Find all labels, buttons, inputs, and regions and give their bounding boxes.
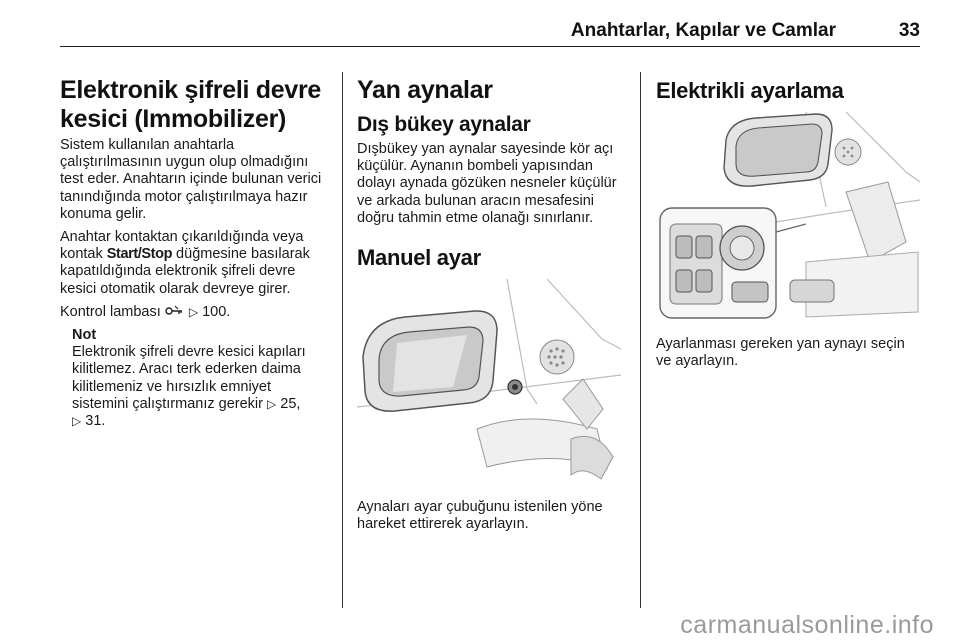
page-ref-icon: ▷: [188, 304, 199, 319]
section-heading-side-mirrors: Yan aynalar: [357, 76, 493, 104]
control-lamp-reference: Kontrol lambası ▷ 100.: [60, 303, 231, 320]
column-electric-adjust: [656, 76, 922, 370]
page-ref-icon: ▷: [72, 414, 82, 429]
page-number: 33: [898, 20, 920, 41]
watermark: carmanualsonline.info: [680, 611, 934, 639]
electric-adjust-caption: Ayarlanması gereken yan aynayı seçin ve ayarlayın.: [656, 336, 905, 370]
immobilizer-lamp-icon: [165, 305, 185, 317]
section-heading-electric-adjust: Elektrikli ayarlama: [656, 78, 844, 103]
column-immobilizer: [60, 76, 328, 430]
subheading-manual-adjust: Manuel ayar: [357, 245, 481, 271]
column-divider: [342, 72, 343, 608]
note-title: Not: [72, 327, 97, 344]
note-box: [60, 327, 328, 430]
note-text: Elektronik şifreli devre kesici kapıları kilitlemez. Aracı terk ederken daima kilitlemeniz ve hırsızlık emniyet sistemini çalıştırmanız gerekir ▷ 25, ▷ 31.: [72, 344, 306, 430]
manual-adjust-caption: Aynaları ayar çubuğunu istenilen yöne hareket ettirerek ayarlayın.: [357, 499, 603, 533]
section-heading-immobilizer: Elektronik şifreli devre kesici (Immobilizer): [60, 76, 321, 133]
page-ref-icon: ▷: [267, 396, 277, 411]
column-divider: [640, 72, 641, 608]
immobilizer-paragraph-2: Anahtar kontaktan çıkarıldığında veya kontak Start/Stop düğmesine basılarak kapatıldığında elektronik şifreli devre kesici otomatik olarak devreye girer.: [60, 229, 310, 297]
convex-mirrors-text: Dışbükey yan aynalar sayesinde kör açı küçülür. Aynanın bombeli yapısından dolayı aynada gözüken nesneler küçülür ve arkada bulunan aracın mesafesini doğru tahmin etme olanağı sınırlanır.: [357, 141, 617, 226]
manual-mirror-illustration: [357, 279, 621, 489]
start-stop-label: Start/Stop: [106, 246, 173, 263]
page-header: [60, 12, 920, 47]
immobilizer-paragraph-1: Sistem kullanılan anahtarla çalıştırılmasının uygun olup olmadığını test eder. Anahtarın içinde bulunan verici tanındığında motor çalıştırılmaya hazır konuma gelir.: [60, 137, 322, 222]
running-title: Anahtarlar, Kapılar ve Camlar: [570, 20, 836, 41]
column-side-mirrors: [357, 76, 627, 533]
subheading-convex-mirrors: Dış bükey aynalar: [357, 113, 531, 136]
electric-mirror-illustration: [656, 112, 920, 322]
